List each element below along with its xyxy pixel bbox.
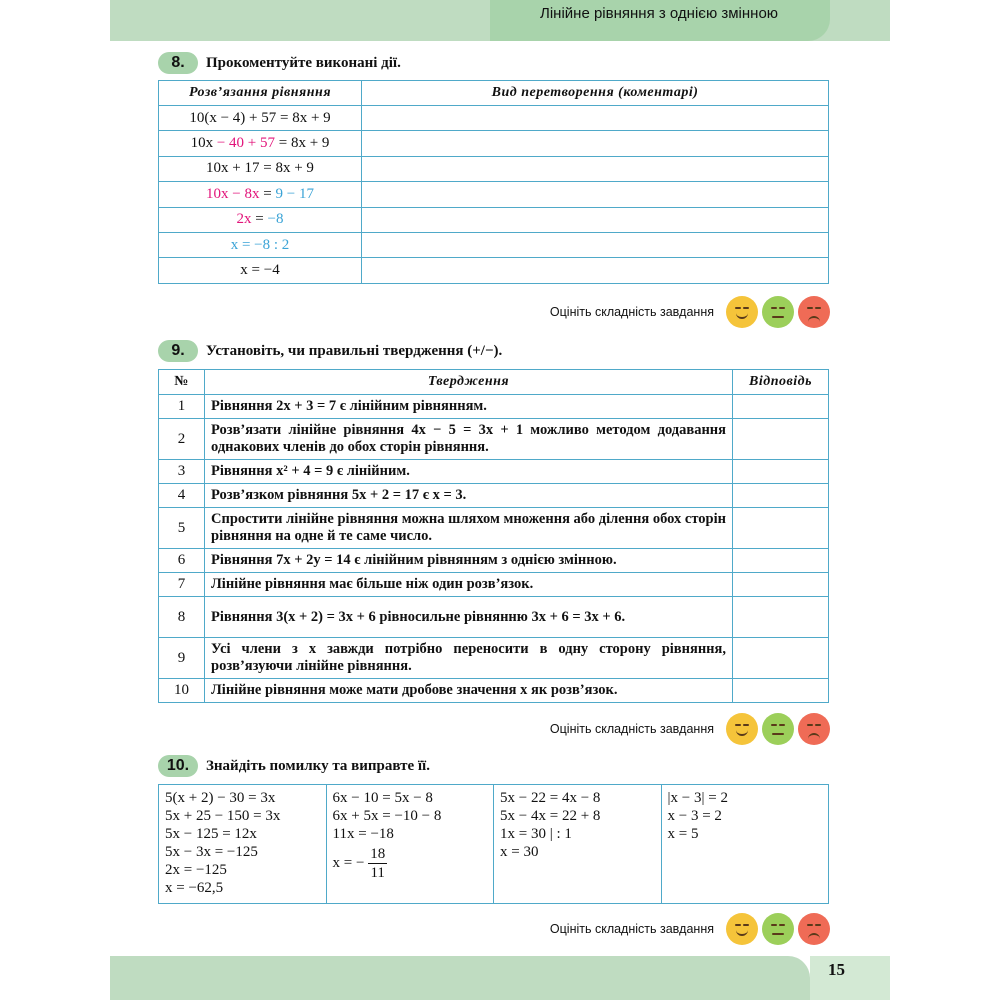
statement-cell: Розв’язати лінійне рівняння 4x − 5 = 3x + 1 можливо методом додавання однакових членів до обох сторін рівняння. [205,419,733,460]
equation-cell [159,131,362,156]
page-title: Лінійне рівняння з однією змінною [540,5,779,22]
solution-line: 5x + 25 − 150 = 3x [165,808,281,824]
fraction-prefix: x = − [332,854,365,871]
row-number: 6 [159,549,205,573]
solution-line: 11x = −18 [332,826,394,842]
medium-face-icon[interactable] [762,713,794,745]
row-number: 9 [159,638,205,679]
solution-line: 6x + 5x = −10 − 8 [332,808,442,824]
comment-cell[interactable] [362,182,829,207]
equation-part: −8 [267,211,284,228]
solution-line: x = 5 [667,826,699,842]
fraction-denominator: 11 [370,865,385,881]
table-row [159,597,829,638]
col-header-answer: Відповідь [733,370,829,395]
answer-cell[interactable] [733,597,829,638]
statement-cell: Усі члени з x завжди потрібно переносити в одну сторону рівняння, розв’язуючи лінійне рівняння. [205,638,733,679]
equation-part: 10x [190,135,217,152]
equation-cell [159,182,362,207]
equation-part: − 40 + 57 [216,135,275,152]
solution-line: |x − 3| = 2 [667,790,728,806]
table-row [159,638,829,679]
row-number: 4 [159,484,205,508]
row-number: 10 [159,679,205,703]
equation-part: = [259,185,276,202]
answer-cell[interactable] [733,508,829,549]
task-8-header [158,51,401,75]
task-number: 9. [158,340,198,362]
table-row [159,207,829,232]
table-row [159,419,829,460]
table-row [159,679,829,703]
task-number: 8. [158,52,198,74]
equation-part: = 8x + 9 [275,135,330,152]
statement-cell: Рівняння 2x + 3 = 7 є лінійним рівнянням. [205,395,733,419]
solution-cell-1 [159,785,327,904]
solution-line: x = −62,5 [165,880,224,896]
equation-part: x = −4 [240,262,280,279]
solution-line: 1x = 30 | : 1 [500,826,572,842]
task-9-header [158,339,502,363]
table-row [159,156,829,181]
answer-cell[interactable] [733,679,829,703]
task-text: Знайдіть помилку та виправте її. [206,757,430,774]
solution-cell-4 [661,785,828,904]
answer-cell[interactable] [733,395,829,419]
statement-cell: Рівняння 7x + 2y = 14 є лінійним рівнянням з однією змінною. [205,549,733,573]
table-row [159,573,829,597]
col-header-number: № [159,370,205,395]
equation-cell [159,156,362,181]
row-number: 5 [159,508,205,549]
row-number: 8 [159,597,205,638]
equation-part: x = −8 : 2 [230,236,290,253]
col-header-comment: Вид перетворення (коментарі) [362,81,829,106]
easy-face-icon[interactable] [726,913,758,945]
solution-line: x = 30 [500,844,539,860]
difficulty-rating [550,913,830,945]
solution-line: 5x − 4x = 22 + 8 [500,808,601,824]
statement-cell: Лінійне рівняння може мати дробове значення x як розв’язок. [205,679,733,703]
equation-part: 10x + 17 = 8x + 9 [206,160,314,177]
statement-cell: Розв’язком рівняння 5x + 2 = 17 є x = 3. [205,484,733,508]
equation-cell [159,207,362,232]
comment-cell[interactable] [362,258,829,283]
answer-cell[interactable] [733,460,829,484]
hard-face-icon[interactable] [798,713,830,745]
row-number: 7 [159,573,205,597]
task-9-table [158,369,829,703]
hard-face-icon[interactable] [798,913,830,945]
comment-cell[interactable] [362,232,829,257]
equation-part: 9 − 17 [275,185,314,202]
solution-cell-3 [494,785,661,904]
rating-label: Оцініть складність завдання [549,722,714,736]
statement-cell: Спростити лінійне рівняння можна шляхом множення або ділення обох сторін рівняння на одне й те саме число. [205,508,733,549]
equation-part: 10x − 8x [206,185,260,202]
statement-cell: Рівняння 3(x + 2) = 3x + 6 рівносильне рівнянню 3x + 6 = 3x + 6. [205,597,733,638]
table-row [159,131,829,156]
col-header-statement: Твердження [205,370,733,395]
equation-part: 10(x − 4) + 57 = 8x + 9 [189,109,331,126]
table-row [159,395,829,419]
answer-cell[interactable] [733,419,829,460]
table-row [159,182,829,207]
task-text: Установіть, чи правильні твердження (+/−). [206,342,503,359]
solution-line: 2x = −125 [165,862,227,878]
footer-right [810,956,890,1000]
answer-cell[interactable] [733,573,829,597]
table-row [159,549,829,573]
table-row [159,460,829,484]
solution-line: 5x − 3x = −125 [165,844,258,860]
fraction-numerator: 18 [370,846,386,862]
easy-face-icon[interactable] [726,296,758,328]
table-row [159,232,829,257]
statement-cell: Лінійне рівняння має більше ніж один розв’язок. [205,573,733,597]
solution-line: 5x − 125 = 12x [165,826,257,842]
col-header-solution: Розв’язання рівняння [159,81,362,106]
solution-cell-2 [326,785,494,904]
difficulty-rating [550,713,830,745]
solution-line: 6x − 10 = 5x − 8 [332,790,433,806]
page-number: 15 [828,960,845,979]
row-number: 2 [159,419,205,460]
difficulty-rating [550,296,830,328]
statement-cell: Рівняння x² + 4 = 9 є лінійним. [205,460,733,484]
comment-cell[interactable] [362,106,829,131]
task-number: 10. [158,755,198,777]
task-10-header [158,754,430,778]
task-10-table [158,784,829,904]
task-8-table [158,80,829,284]
equation-part: = [251,211,268,228]
medium-face-icon[interactable] [762,296,794,328]
table-row [159,106,829,131]
solution-line: 5(x + 2) − 30 = 3x [165,790,276,806]
equation-part: 2x [236,211,252,228]
answer-cell[interactable] [733,549,829,573]
solution-line: x − 3 = 2 [667,808,722,824]
comment-cell[interactable] [362,207,829,232]
equation-cell [159,106,362,131]
comment-cell[interactable] [362,131,829,156]
rating-label: Оцініть складність завдання [549,305,714,319]
answer-cell[interactable] [733,484,829,508]
rating-label: Оцініть складність завдання [549,922,714,936]
comment-cell[interactable] [362,156,829,181]
answer-cell[interactable] [733,638,829,679]
row-number: 3 [159,460,205,484]
table-row [159,508,829,549]
task-text: Прокоментуйте виконані дії. [206,54,401,71]
equation-cell [159,258,362,283]
solution-line: 5x − 22 = 4x − 8 [500,790,601,806]
table-row [159,484,829,508]
equation-cell [159,232,362,257]
table-row [159,258,829,283]
row-number: 1 [159,395,205,419]
medium-face-icon[interactable] [762,913,794,945]
fraction [368,845,387,882]
footer-band [110,956,810,1000]
hard-face-icon[interactable] [798,296,830,328]
easy-face-icon[interactable] [726,713,758,745]
